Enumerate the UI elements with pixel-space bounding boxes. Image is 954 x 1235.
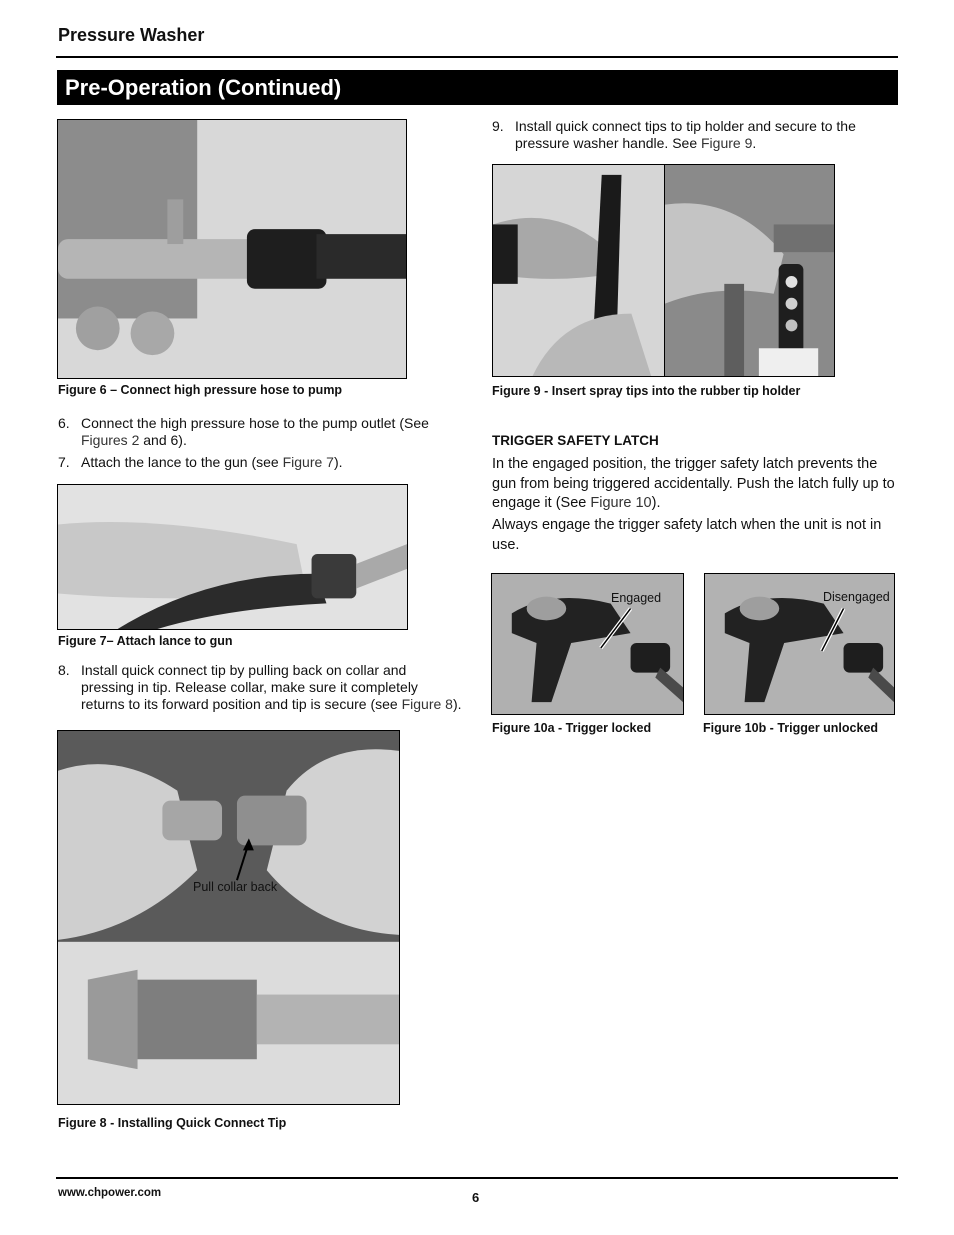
trigger-heading: TRIGGER SAFETY LATCH — [492, 433, 659, 448]
step-6 — [58, 415, 463, 449]
trigger-paragraph-1-link[interactable]: Figure 10 — [590, 495, 652, 511]
trigger-paragraph-1 — [492, 455, 896, 514]
step-9 — [492, 118, 892, 152]
step-8-text: Install quick connect tip by pulling back on collar and pressing in tip. Release collar, make sure it completely returns to its forward position and tip is secure (see — [81, 662, 418, 712]
step-7-text: Attach the lance to the gun (see — [81, 454, 283, 470]
step-7-link[interactable]: Figure 7 — [282, 454, 334, 470]
step-9-link[interactable]: Figure 9 — [701, 135, 753, 151]
figure-8-caption: Figure 8 - Installing Quick Connect Tip — [58, 1116, 287, 1130]
header-rule — [56, 56, 898, 58]
step-8-text-end: ). — [452, 696, 462, 712]
figure-7-caption: Figure 7– Attach lance to gun — [58, 634, 233, 648]
step-6-text-end: and 6). — [139, 432, 187, 448]
step-8 — [58, 662, 463, 713]
footer-url[interactable]: www.chpower.com — [58, 1187, 162, 1199]
step-8-number: 8. — [58, 662, 70, 678]
trigger-paragraph-2: Always engage the trigger safety latch when the unit is not in use. — [492, 517, 882, 553]
step-9-text: Install quick connect tips to tip holder and secure to the pressure washer handle. See — [515, 118, 856, 151]
figure-6-caption: Figure 6 – Connect high pressure hose to pump — [58, 383, 343, 397]
step-7-text-end: ). — [333, 454, 343, 470]
step-7 — [58, 454, 463, 471]
figure-10a-caption: Figure 10a - Trigger locked — [492, 721, 652, 735]
step-9-text-end: . — [752, 135, 757, 151]
footer-rule — [56, 1177, 898, 1179]
step-8-link[interactable]: Figure 8 — [401, 696, 453, 712]
document-title: Pressure Washer — [58, 25, 205, 45]
trigger-paragraph-1-text: In the engaged position, the trigger safety latch prevents the gun from being triggered accidentally. Push the latch fully up to engage it (See — [492, 456, 895, 511]
step-7-number: 7. — [58, 454, 70, 470]
step-6-link[interactable]: Figures 2 — [81, 432, 140, 448]
figure-8-photo — [57, 730, 400, 1105]
trigger-paragraph-1-text-end: ). — [651, 495, 661, 511]
figure-9-photo-left — [492, 164, 665, 377]
figure-9-caption: Figure 9 - Insert spray tips into the rubber tip holder — [492, 384, 801, 398]
figure-10a-callout: Engaged — [611, 591, 662, 605]
page-number: 6 — [472, 1190, 480, 1205]
section-title: Pre-Operation (Continued) — [57, 70, 898, 105]
figure-10b-callout: Disengaged — [823, 590, 890, 604]
figure-6-photo — [57, 119, 407, 379]
figure-8-callout: Pull collar back — [193, 880, 278, 894]
step-6-number: 6. — [58, 415, 70, 431]
step-9-number: 9. — [492, 118, 504, 134]
step-6-text: Connect the high pressure hose to the pump outlet (See — [81, 415, 429, 431]
figure-10b-caption: Figure 10b - Trigger unlocked — [703, 721, 879, 735]
figure-7-photo — [57, 484, 408, 630]
figure-9-photo-right — [664, 164, 835, 377]
